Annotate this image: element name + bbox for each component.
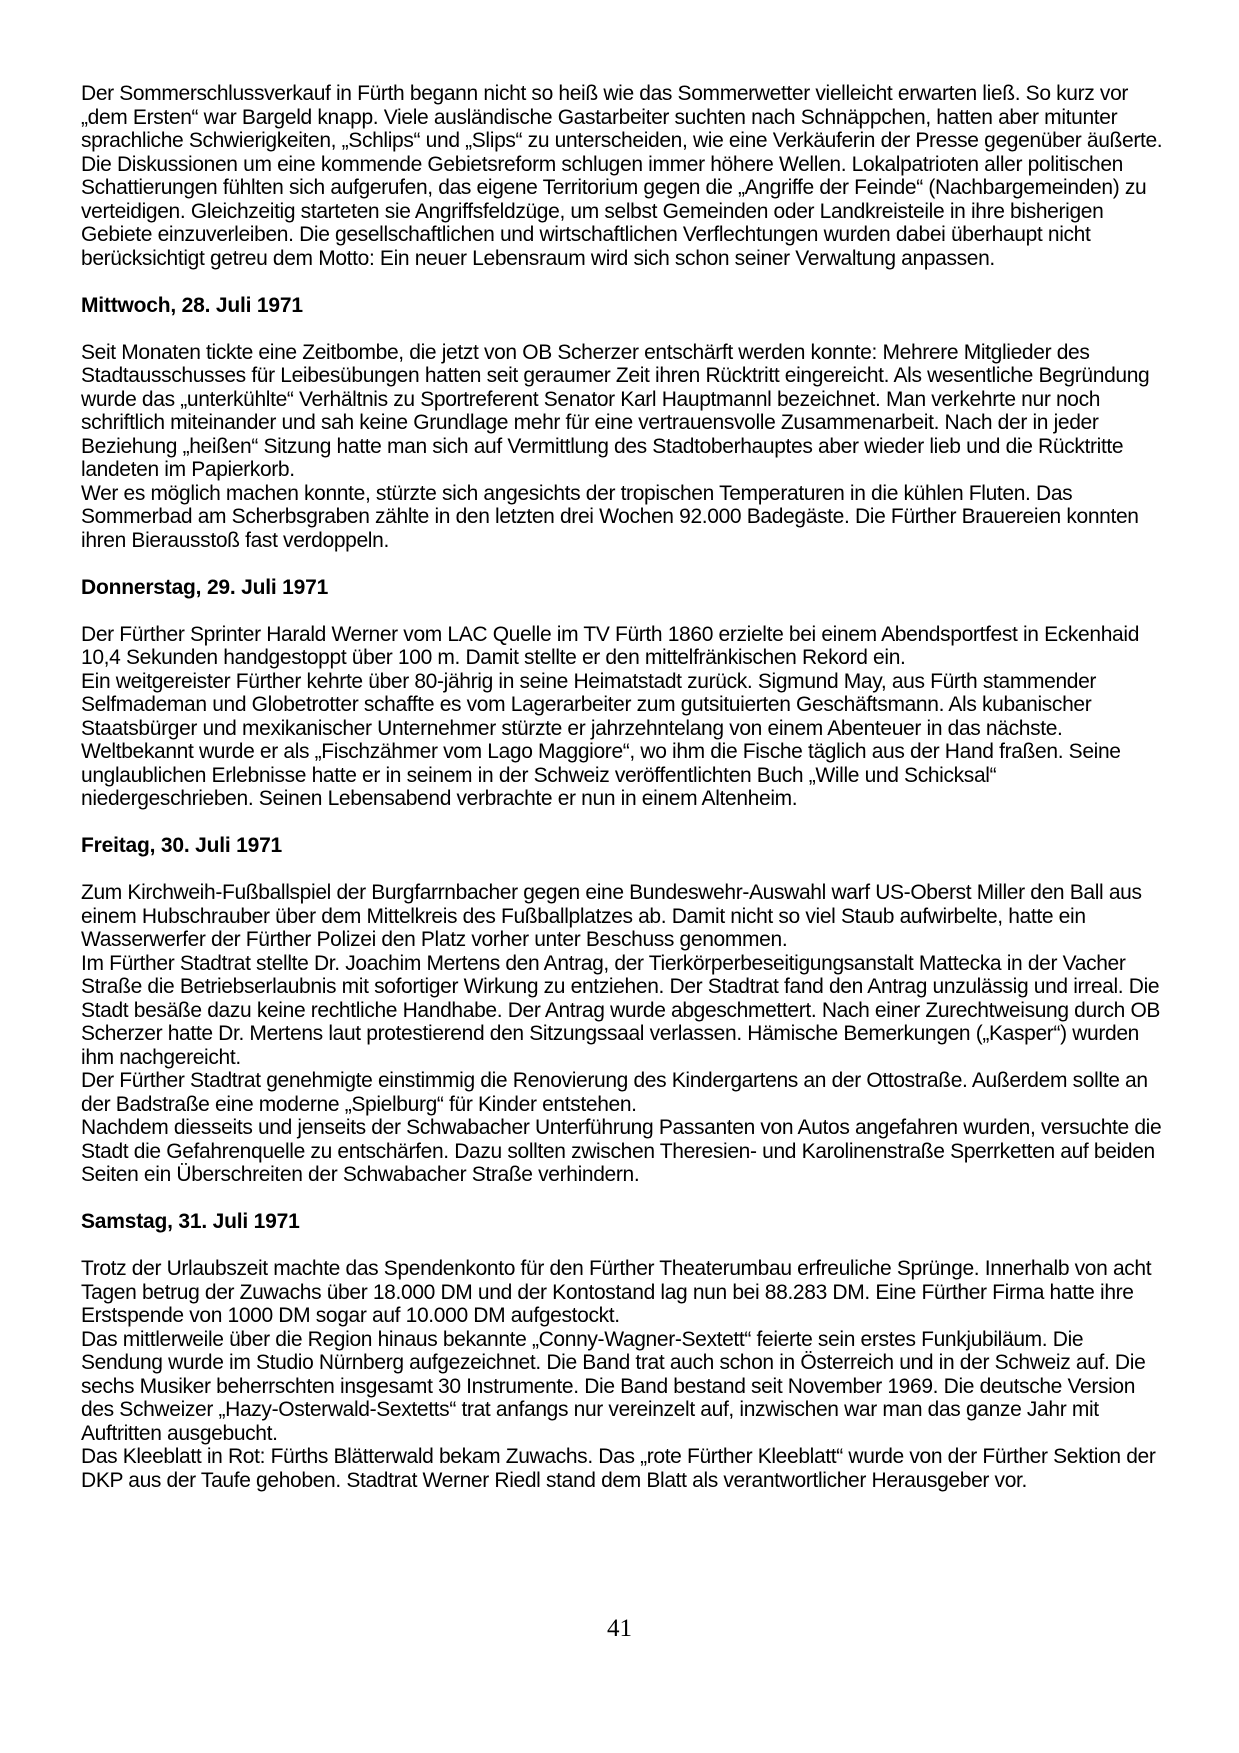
chronicle-section xyxy=(81,294,1169,553)
date-heading: Samstag, 31. Juli 1971 xyxy=(81,1210,300,1233)
paragraph: Seit Monaten tickte eine Zeitbombe, die jetzt von OB Scherzer entschärft werden konnte: Mehrere Mitglieder des Stadtausschusses für Leibesübungen hatten seit geraumer Zeit ihren Rücktritt eingereicht. Als wesentliche Begründung wurde das „unterkühlte“ Verhältnis zu Sportreferent Senator Karl Hauptmannl bezeichnet. Man verkehrte nur noch schriftlich miteinander und sah keine Grundlage mehr für eine vertrauensvolle Zusammenarbeit. Nach der in jeder Beziehung „heißen“ Sitzung hatte man sich auf Vermittlung des Stadtoberhauptes aber wieder lieb und die Rücktritte landeten im Papierkorb. xyxy=(81,340,1150,481)
paragraph: Trotz der Urlaubszeit machte das Spendenkonto für den Fürther Theaterumbau erfreuliche Sprünge. Innerhalb von acht Tagen betrug der Zuwachs über 18.000 DM und der Kontostand lag nun bei 88.283 DM. Eine Fürther Firma hatte ihre Erstspende von 1000 DM sogar auf 10.000 DM aufgestockt. xyxy=(81,1257,1152,1327)
date-heading: Mittwoch, 28. Juli 1971 xyxy=(81,293,303,317)
paragraph: Im Fürther Stadtrat stellte Dr. Joachim Mertens den Antrag, der Tierkörperbeseitigungsanstalt Mattecka in der Vacher Straße die Betriebserlaubnis mit sofortiger Wirkung zu entziehen. Der Stadtrat fand den Antrag unzulässig und irreal. Die Stadt besäße dazu keine rechtliche Handhabe. Der Antrag wurde abgeschmettert. Nach einer Zurechtweisung durch OB Scherzer hatte Dr. Mertens laut protestierend den Sitzungssaal verlassen. Hämische Bemerkungen („Kasper“) wurden ihm nachgereicht. xyxy=(81,951,1161,1069)
paragraph: Der Fürther Stadtrat genehmigte einstimmig die Renovierung des Kindergartens an der Ottostraße. Außerdem sollte an der Badstraße eine moderne „Spielburg“ für Kinder entstehen. xyxy=(81,1069,1148,1116)
date-heading: Donnerstag, 29. Juli 1971 xyxy=(81,575,329,599)
chronicle-section xyxy=(81,82,1169,270)
date-heading: Freitag, 30. Juli 1971 xyxy=(81,834,283,857)
paragraph: Wer es möglich machen konnte, stürzte sich angesichts der tropischen Temperaturen in die kühlen Fluten. Das Sommerbad am Scherbsgraben zählte in den letzten drei Wochen 92.000 Badegäste. Die Fürther Brauereien konnten ihren Bierausstoß fast verdoppeln. xyxy=(81,481,1139,552)
paragraph: Die Diskussionen um eine kommende Gebietsreform schlugen immer höhere Wellen. Lokalpatrioten aller politischen Schattierungen fühlten sich aufgerufen, das eigene Territorium gegen die „Angriffe der Feinde“ (Nachbargemeinden) zu verteidigen. Gleichzeitig starteten sie Angriffsfeldzüge, um selbst Gemeinden oder Landkreisteile in ihre bisherigen Gebiete einzuverleiben. Die gesellschaftlichen und wirtschaftlichen Verflechtungen wurden dabei überhaupt nicht berücksichtigt getreu dem Motto: Ein neuer Lebensraum wird sich schon seiner Verwaltung anpassen. xyxy=(81,152,1147,270)
paragraph: Das mittlerweile über die Region hinaus bekannte „Conny-Wagner-Sextett“ feierte sein erstes Funkjubiläum. Die Sendung wurde im Studio Nürnberg aufgezeichnet. Die Band trat auch schon in Österreich und in der Schweiz auf. Die sechs Musiker beherrschten insgesamt 30 Instrumente. Die Band bestand seit November 1969. Die deutsche Version des Schweizer „Hazy-Osterwald-Sextetts“ trat anfangs nur vereinzelt auf, inzwischen war man das ganze Jahr mit Auftritten ausgebucht. xyxy=(81,1327,1146,1445)
page-footer xyxy=(0,1614,1239,1644)
paragraph: Ein weitgereister Fürther kehrte über 80-jährig in seine Heimatstadt zurück. Sigmund May, aus Fürth stammender Selfmademan und Globetrotter schaffte es vom Lagerarbeiter zum gutsituierten Geschäftsmann. Als kubanischer Staatsbürger und mexikanischer Unternehmer stürzte er jahrzehntelang von einem Abenteuer in das nächste. Weltbekannt wurde er als „Fischzähmer vom Lago Maggiore“, wo ihm die Fische täglich aus der Hand fraßen. Seine unglaublichen Erlebnisse hatte er in seinem in der Schweiz veröffentlichten Buch „Wille und Schicksal“ niedergeschrieben. Seinen Lebensabend verbrachte er nun in einem Altenheim. xyxy=(81,669,1121,810)
paragraph: Das Kleeblatt in Rot: Fürths Blätterwald bekam Zuwachs. Das „rote Fürther Kleeblatt“ wurde von der Fürther Sektion der DKP aus der Taufe gehoben. Stadtrat Werner Riedl stand dem Blatt als verantwortlicher Herausgeber vor. xyxy=(81,1445,1156,1492)
document-content xyxy=(81,82,1169,1492)
chronicle-section xyxy=(81,576,1169,811)
paragraph: Der Sommerschlussverkauf in Fürth begann nicht so heiß wie das Sommerwetter vielleicht erwarten ließ. So kurz vor „dem Ersten“ war Bargeld knapp. Viele ausländische Gastarbeiter suchten nach Schnäppchen, hatten aber mitunter sprachliche Schwierigkeiten, „Schlips“ und „Slips“ zu unterscheiden, wie eine Verkäuferin der Presse gegenüber äußerte. xyxy=(81,82,1163,152)
page-number: 41 xyxy=(607,1615,632,1642)
chronicle-section xyxy=(81,834,1169,1187)
chronicle-section xyxy=(81,1210,1169,1492)
paragraph: Nachdem diesseits und jenseits der Schwabacher Unterführung Passanten von Autos angefahren wurden, versuchte die Stadt die Gefahrenquelle zu entschärfen. Dazu sollten zwischen Theresien- und Karolinenstraße Sperrketten auf beiden Seiten ein Überschreiten der Schwabacher Straße verhindern. xyxy=(81,1116,1162,1186)
paragraph: Zum Kirchweih-Fußballspiel der Burgfarrnbacher gegen eine Bundeswehr-Auswahl warf US-Oberst Miller den Ball aus einem Hubschrauber über dem Mittelkreis des Fußballplatzes ab. Damit nicht so viel Staub aufwirbelte, hatte ein Wasserwerfer der Fürther Polizei den Platz vorher unter Beschuss genommen. xyxy=(81,881,1142,951)
paragraph: Der Fürther Sprinter Harald Werner vom LAC Quelle im TV Fürth 1860 erzielte bei einem Abendsportfest in Eckenhaid 10,4 Sekunden handgestoppt über 100 m. Damit stellte er den mittelfränkischen Rekord ein. xyxy=(81,622,1140,669)
